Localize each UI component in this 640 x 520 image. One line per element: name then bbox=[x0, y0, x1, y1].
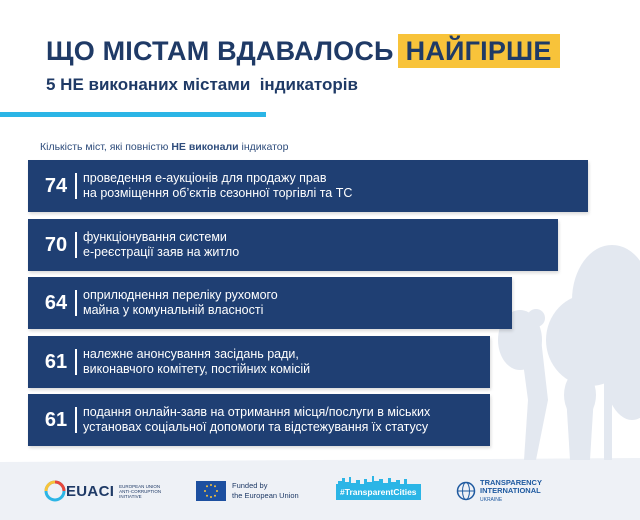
eu-caption: Funded by the European Union bbox=[232, 481, 299, 500]
bar-value-label: 70 bbox=[44, 233, 68, 256]
caption-after: індикатор bbox=[238, 141, 289, 153]
transparent-cities-logo bbox=[336, 474, 421, 508]
caption-bold: НЕ виконали bbox=[171, 141, 239, 153]
chart-bar bbox=[28, 277, 512, 329]
bar-category-label: належне анонсування засідань ради, виконавчого комітету, постійних комісій bbox=[83, 346, 311, 376]
euaci-circle-icon bbox=[44, 480, 66, 502]
eu-flag-icon bbox=[196, 481, 226, 501]
bar-separator bbox=[75, 407, 77, 433]
ti-caption bbox=[480, 479, 542, 504]
bar-separator bbox=[75, 349, 77, 375]
ti-logo bbox=[456, 474, 542, 508]
ti-name: TRANSPARENCY INTERNATIONAL bbox=[480, 477, 542, 495]
footer-logos bbox=[0, 474, 640, 508]
chart-bar bbox=[28, 336, 490, 388]
bar-value-label: 61 bbox=[44, 409, 68, 431]
city-skyline-icon bbox=[336, 476, 412, 486]
transparent-cities-label: #TransparentCities bbox=[336, 484, 421, 500]
page-subtitle: 5 НЕ виконаних містами індикаторів bbox=[46, 75, 358, 94]
euaci-mark: EUACI bbox=[66, 482, 115, 500]
bar-value-label: 74 bbox=[44, 175, 68, 197]
bar-category-label: проведення е-аукціонів для продажу прав на розміщення об’єктів сезонної торгівлі та ТС bbox=[83, 171, 353, 200]
euaci-logo bbox=[44, 474, 161, 508]
title-main: ЩО МІСТАМ ВДАВАЛОСЬ bbox=[46, 36, 394, 66]
bar-value-label: 61 bbox=[44, 350, 68, 373]
euaci-caption: EUROPEAN UNION ANTI-CORRUPTION INITIATIVE bbox=[119, 483, 162, 499]
title-highlight: НАЙГІРШЕ bbox=[398, 34, 560, 68]
caption-before: Кількість міст, які повністю bbox=[40, 141, 172, 153]
ti-country: UKRAINE bbox=[480, 496, 503, 503]
bar-category-label: функціонування системи е-реєстрації заяв на житло bbox=[83, 229, 240, 259]
bar-separator bbox=[75, 173, 77, 199]
bar-category-label: оприлюднення переліку рухомого майна у комунальній власності bbox=[83, 288, 278, 317]
chart-bar bbox=[28, 160, 588, 212]
chart-bar bbox=[28, 219, 558, 271]
eu-logo bbox=[196, 474, 299, 508]
bar-separator bbox=[75, 232, 77, 258]
chart-bar bbox=[28, 394, 490, 446]
bar-separator bbox=[75, 290, 77, 316]
globe-icon bbox=[456, 481, 476, 501]
bar-category-label: подання онлайн-заяв на отримання місця/послуги в міських установах соціальної допомоги та відстежування їх статусу bbox=[83, 405, 431, 434]
bar-value-label: 64 bbox=[44, 292, 68, 314]
